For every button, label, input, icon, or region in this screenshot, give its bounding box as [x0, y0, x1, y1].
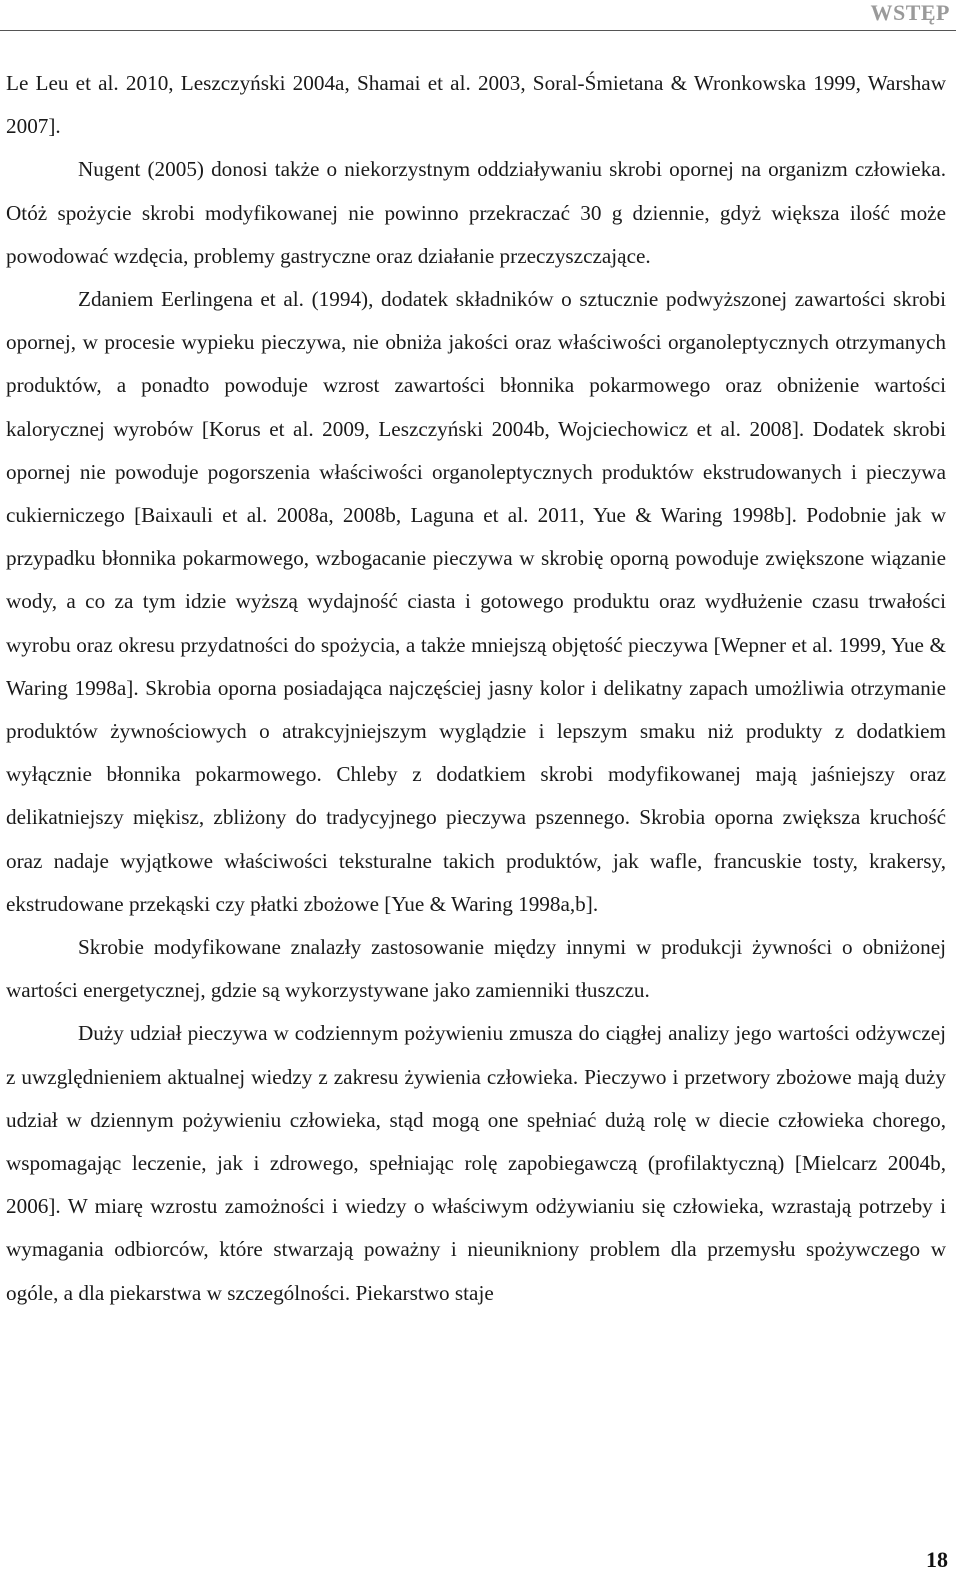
header-rule	[0, 30, 956, 31]
paragraph-continued: Le Leu et al. 2010, Leszczyński 2004a, Shamai et al. 2003, Soral-Śmietana & Wronkowska 1999, Warshaw 2007].	[6, 71, 946, 139]
page-number: 18	[926, 1547, 948, 1572]
paragraph: Zdaniem Eerlingena et al. (1994), dodatek składników o sztucznie podwyższonej zawartości skrobi opornej, w procesie wypieku pieczywa, nie obniża jakości oraz właściwości organoleptycznych otrzymanych produktów, a ponadto powoduje wzrost zawartości błonnika pokarmowego oraz obniżenie wartości kalorycznej wyrobów [Korus et al. 2009, Leszczyński 2004b, Wojciechowicz et al. 2008]. Dodatek skrobi opornej nie powoduje pogorszenia właściwości organoleptycznych produktów ekstrudowanych i pieczywa cukierniczego [Baixauli et al. 2008a, 2008b, Laguna et al. 2011, Yue & Waring 1998b]. Podobnie jak w przypadku błonnika pokarmowego, wzbogacanie pieczywa w skrobię oporną powoduje zwiększone wiązanie wody, a co za tym idzie wyższą wydajność ciasta i gotowego produktu oraz wydłużenie czasu trwałości wyrobu oraz okresu przydatności do spożycia, a także mniejszą objętość pieczywa [Wepner et al. 1999, Yue & Waring 1998a]. Skrobia oporna posiadająca najczęściej jasny kolor i delikatny zapach umożliwia otrzymanie produktów żywnościowych o atrakcyjniejszym wyglądzie i lepszym smaku niż produkty z dodatkiem wyłącznie błonnika pokarmowego. Chleby z dodatkiem skrobi modyfikowanej mają jaśniejszy oraz delikatniejszy miękisz, zbliżony do tradycyjnego pieczywa pszennego. Skrobia oporna zwiększa kruchość oraz nadaje wyjątkowe właściwości teksturalne takich produktów, jak wafle, francuskie tosty, krakersy, ekstrudowane przekąski czy płatki zbożowe [Yue & Waring 1998a,b].	[6, 287, 946, 916]
body-text	[6, 62, 946, 1315]
running-header: WSTĘP	[870, 0, 950, 25]
paragraph: Skrobie modyfikowane znalazły zastosowanie między innymi w produkcji żywności o obniżonej wartości energetycznej, gdzie są wykorzystywane jako zamienniki tłuszczu.	[6, 935, 946, 1003]
paragraph: Duży udział pieczywa w codziennym pożywieniu zmusza do ciągłej analizy jego wartości odżywczej z uwzględnieniem aktualnej wiedzy z zakresu żywienia człowieka. Pieczywo i przetwory zbożowe mają duży udział w dziennym pożywieniu człowieka, stąd mogą one spełniać dużą rolę w diecie człowieka chorego, wspomagając leczenie, jak i zdrowego, spełniając rolę zapobiegawczą (profilaktyczną) [Mielcarz 2004b, 2006]. W miarę wzrostu zamożności i wiedzy o właściwym odżywianiu się człowieka, wzrastają potrzeby i wymagania odbiorców, które stwarzają poważny i nieunikniony problem dla przemysłu spożywczego w ogóle, a dla piekarstwa w szczególności. Piekarstwo staje	[6, 1021, 946, 1305]
paragraph: Nugent (2005) donosi także o niekorzystnym oddziaływaniu skrobi opornej na organizm człowieka. Otóż spożycie skrobi modyfikowanej nie powinno przekraczać 30 g dziennie, gdyż większa ilość może powodować wzdęcia, problemy gastryczne oraz działanie przeczyszczające.	[6, 157, 946, 268]
